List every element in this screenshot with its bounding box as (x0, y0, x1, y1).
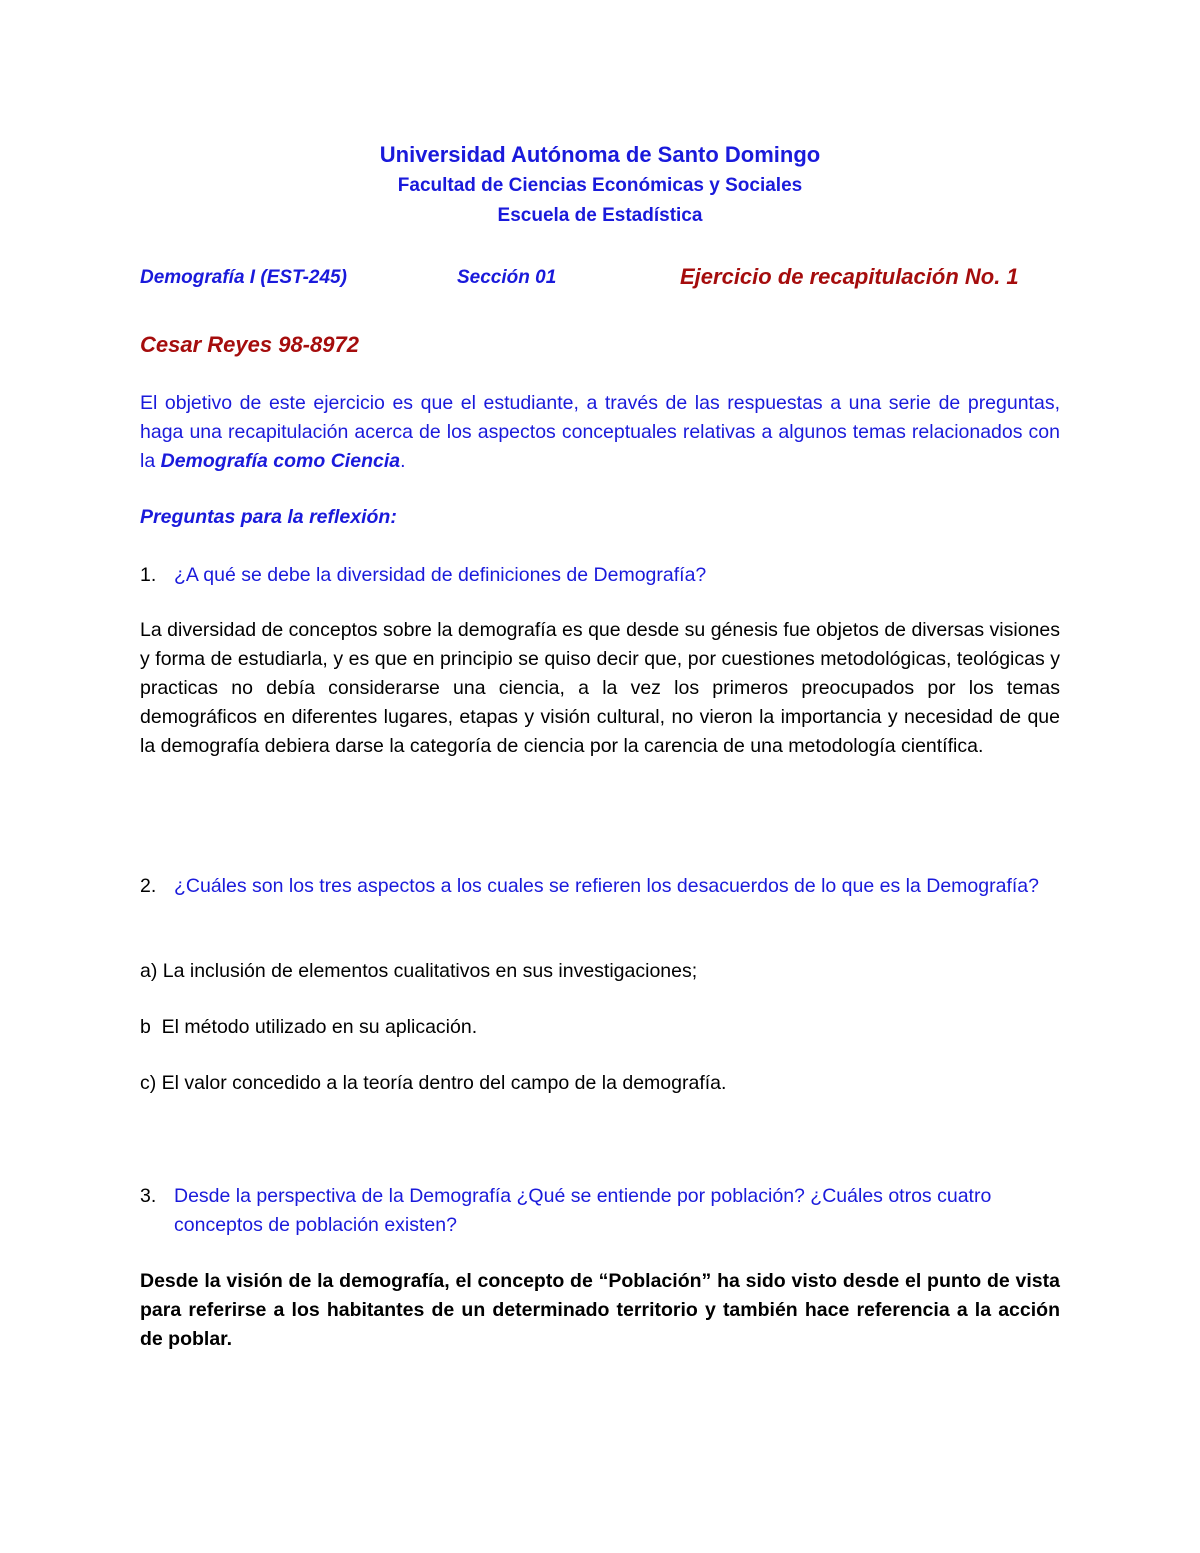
answer-1: La diversidad de conceptos sobre la demografía es que desde su génesis fue objetos de diversas visiones y forma de estudiarla, y es que en principio se quiso decir que, por cuestiones metodológicas, teológicas y practicas no debía considerarse una ciencia, a la vez los primeros preocupados por los temas demográficos en diferentes lugares, etapas y visión cultural, no vieron la importancia y necesidad de que la demografía debiera darse la categoría de ciencia por la carencia de una metodología científica. (140, 619, 1060, 757)
question-number: 2. (140, 875, 157, 897)
intro-paragraph (140, 389, 1060, 476)
answer-3: Desde la visión de la demografía, el concepto de “Población” ha sido visto desde el punto de vista para referirse a los habitantes de un determinado territorio y también hace referencia a la acción de poblar. (140, 1270, 1060, 1350)
faculty-name: Facultad de Ciencias Económicas y Sociales (397, 175, 803, 196)
intro-end: . (400, 450, 406, 472)
question-3 (140, 1182, 1060, 1240)
course-name: Demografía I (EST-245) (140, 267, 347, 288)
exercise-title: Ejercicio de recapitulación No. 1 (680, 264, 1019, 289)
student-name: Cesar Reyes 98-8972 (140, 332, 359, 357)
question-number: 1. (140, 564, 157, 586)
question-number: 3. (140, 1185, 157, 1207)
answer-2-item-a: a) La inclusión de elementos cualitativos en sus investigaciones; (140, 960, 698, 982)
course-info-row (140, 264, 1060, 294)
course-section: Sección 01 (457, 267, 557, 288)
question-2 (140, 872, 1060, 901)
question-text: Desde la perspectiva de la Demografía ¿Qué se entiende por población? ¿Cuáles otros cuatro conceptos de población existen? (174, 1185, 992, 1236)
answer-2-item-c: c) El valor concedido a la teoría dentro del campo de la demografía. (140, 1072, 727, 1094)
question-1 (140, 561, 1060, 590)
university-name: Universidad Autónoma de Santo Domingo (379, 142, 821, 167)
answer-2-item-b: b El método utilizado en su aplicación. (140, 1016, 478, 1038)
question-text: ¿Cuáles son los tres aspectos a los cuales se refieren los desacuerdos de lo que es la Demografía? (174, 875, 1039, 897)
school-name: Escuela de Estadística (497, 205, 703, 226)
intro-text: El objetivo de este ejercicio es que el estudiante, a través de las respuestas a una serie de preguntas, haga una recapitulación acerca de los aspectos conceptuales relativas a algunos temas relacionados con la (140, 392, 1060, 472)
reflection-heading: Preguntas para la reflexión: (140, 506, 397, 528)
question-text: ¿A qué se debe la diversidad de definiciones de Demografía? (174, 564, 707, 586)
intro-emphasis: Demografía como Ciencia (160, 450, 401, 472)
